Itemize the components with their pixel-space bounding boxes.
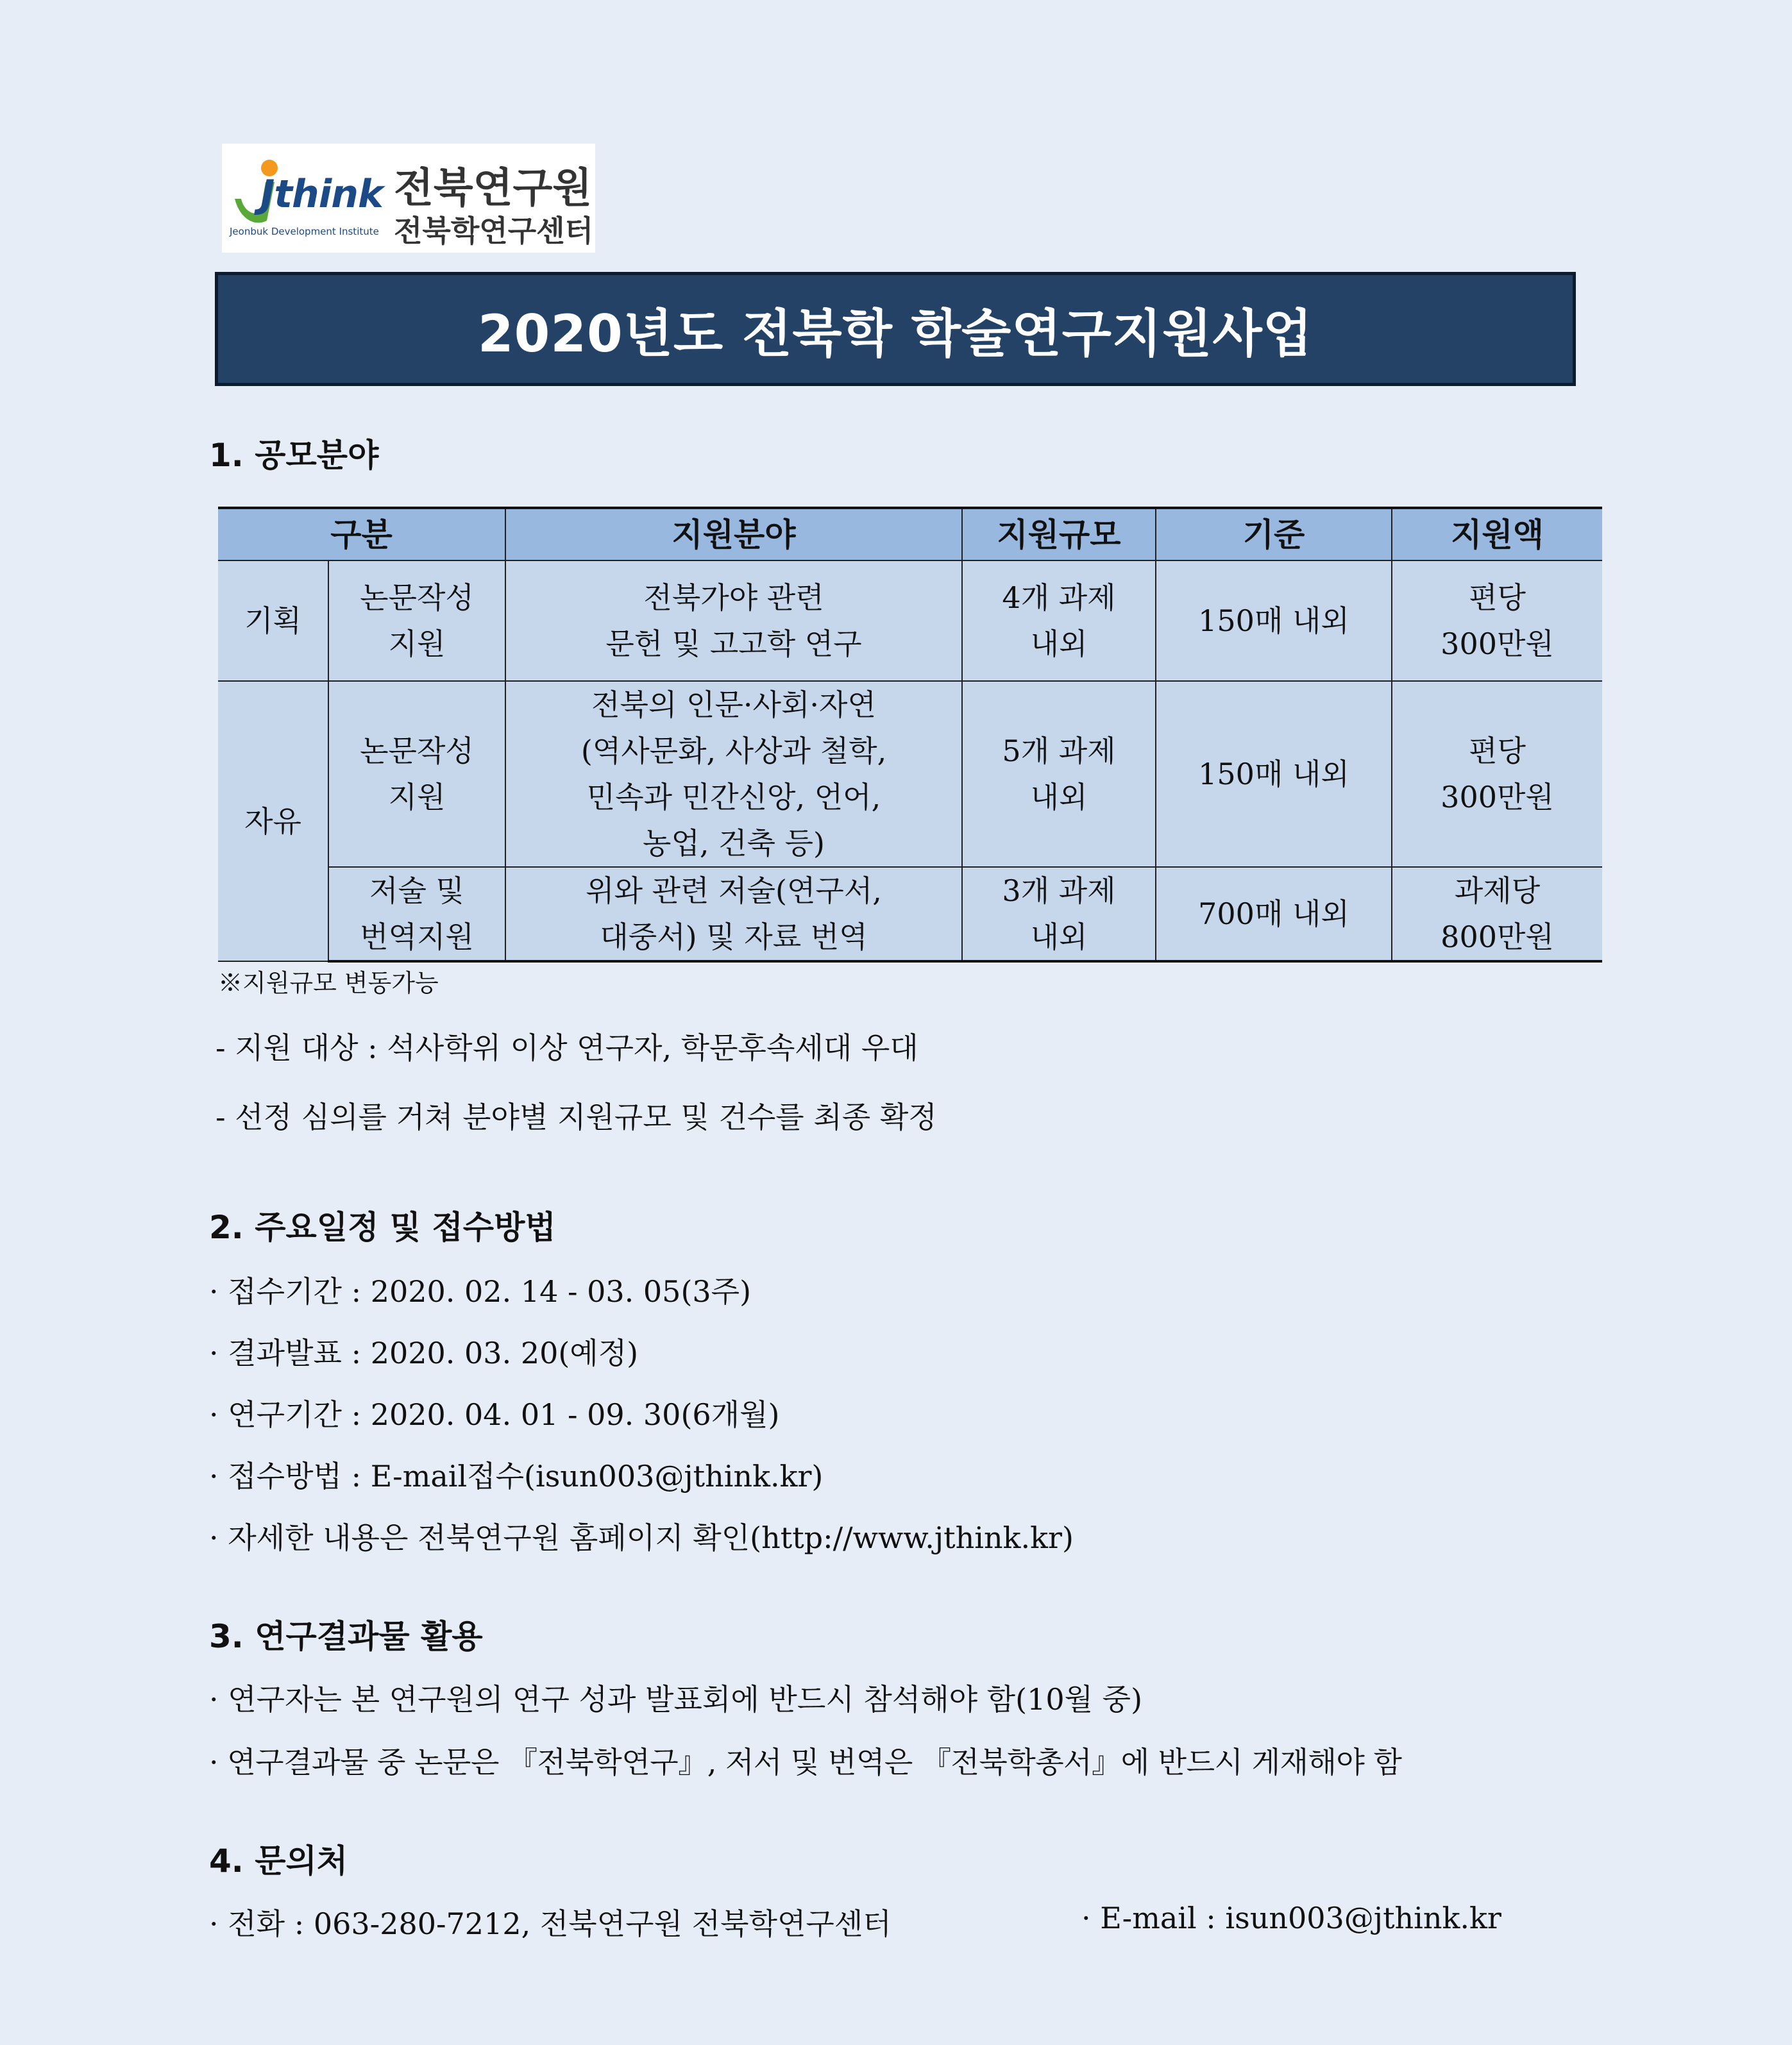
row-amount (1392, 681, 1602, 867)
header-field: 지원분야 (505, 508, 962, 560)
contact-email[interactable]: · E-mail : isun003@jthink.kr (1081, 1901, 1501, 1935)
cell-line: 위와 관련 저술(연구서, (586, 873, 882, 908)
cell-line: 편당 (1469, 734, 1526, 768)
cell-line: 편당 (1469, 580, 1526, 615)
header-criteria: 기준 (1156, 508, 1392, 560)
cell-line: 저술 및 (369, 873, 464, 908)
cell-line: 대중서) 및 자료 번역 (600, 920, 868, 954)
funding-table (218, 507, 1602, 963)
section1-heading: 1. 공모분야 (209, 437, 379, 474)
row-group: 기획 (218, 560, 328, 681)
page-title: 2020년도 전북학 학술연구지원사업 (478, 303, 1313, 364)
contact-phone: · 전화 : 063-280-7212, 전북연구원 전북학연구센터 (209, 1906, 892, 1941)
logo-brand: Jthink (260, 172, 383, 217)
eligibility-line: - 지원 대상 : 석사학위 이상 연구자, 학문후속세대 우대 (216, 1031, 918, 1065)
row-criteria: 150매 내외 (1156, 560, 1392, 681)
table-row (218, 560, 1602, 681)
list-item: · 접수방법 : E-mail접수(isun003@jthink.kr) (209, 1459, 824, 1494)
cell-line: 내외 (1030, 627, 1088, 661)
scale-note: ※지원규모 변동가능 (218, 969, 439, 997)
cell-line: 과제당 (1454, 873, 1541, 908)
list-item: · 접수기간 : 2020. 02. 14 - 03. 05(3주) (209, 1274, 752, 1309)
table-row (218, 681, 1602, 867)
cell-line: 번역지원 (360, 920, 474, 954)
cell-line: 5개 과제 (1002, 734, 1116, 768)
cell-line: 민속과 민간신앙, 언어, (586, 780, 881, 814)
row-field (505, 681, 962, 867)
row-criteria: 150매 내외 (1156, 681, 1392, 867)
row-scale (962, 681, 1156, 867)
logo-org-name: 전북연구원 (394, 165, 593, 212)
list-item: · 연구기간 : 2020. 04. 01 - 09. 30(6개월) (209, 1397, 780, 1432)
row-scale (962, 867, 1156, 961)
logo (222, 144, 595, 253)
list-item: · 자세한 내용은 전북연구원 홈페이지 확인(http://www.jthink.kr) (209, 1520, 1074, 1555)
section2-heading: 2. 주요일정 및 접수방법 (209, 1209, 556, 1246)
section3-heading: 3. 연구결과물 활용 (209, 1618, 483, 1655)
row-amount (1392, 867, 1602, 961)
selection-line: - 선정 심의를 거쳐 분야별 지원규모 및 건수를 최종 확정 (216, 1100, 937, 1134)
row-criteria: 700매 내외 (1156, 867, 1392, 961)
cell-line: 전북가야 관련 (643, 580, 824, 615)
logo-english-name: Jeonbuk Development Institute (230, 226, 379, 237)
table-row (218, 867, 1602, 961)
row-amount (1392, 560, 1602, 681)
cell-line: 문헌 및 고고학 연구 (605, 627, 862, 661)
title-banner (215, 272, 1576, 386)
list-item: · 연구결과물 중 논문은 『전북학연구』, 저서 및 번역은 『전북학총서』에 반드시 게재해야 함 (209, 1745, 1402, 1780)
cell-line: 300만원 (1441, 780, 1554, 814)
cell-line: 지원 (388, 780, 446, 814)
row-type (328, 560, 505, 681)
row-type (328, 681, 505, 867)
section4-heading: 4. 문의처 (209, 1842, 348, 1880)
cell-line: 내외 (1030, 780, 1088, 814)
cell-line: 300만원 (1441, 627, 1554, 661)
cell-line: 내외 (1030, 920, 1088, 954)
cell-line: 전북의 인문·사회·자연 (591, 687, 876, 722)
cell-line: (역사문화, 사상과 철학, (580, 734, 887, 768)
header-scale: 지원규모 (962, 508, 1156, 560)
row-field (505, 560, 962, 681)
table-header-row (218, 508, 1602, 560)
cell-line: 지원 (388, 627, 446, 661)
row-type (328, 867, 505, 961)
list-item: · 결과발표 : 2020. 03. 20(예정) (209, 1336, 639, 1370)
header-amount: 지원액 (1392, 508, 1602, 560)
cell-line: 4개 과제 (1002, 580, 1116, 615)
row-field (505, 867, 962, 961)
row-group: 자유 (218, 681, 328, 961)
cell-line: 800만원 (1441, 920, 1554, 954)
cell-line: 논문작성 (360, 580, 474, 615)
cell-line: 농업, 건축 등) (643, 826, 825, 861)
header-category: 구분 (218, 508, 505, 560)
row-scale (962, 560, 1156, 681)
cell-line: 3개 과제 (1002, 873, 1116, 908)
logo-center-name: 전북학연구센터 (394, 214, 594, 248)
cell-line: 논문작성 (360, 734, 474, 768)
list-item: · 연구자는 본 연구원의 연구 성과 발표회에 반드시 참석해야 함(10월 중) (209, 1682, 1143, 1717)
